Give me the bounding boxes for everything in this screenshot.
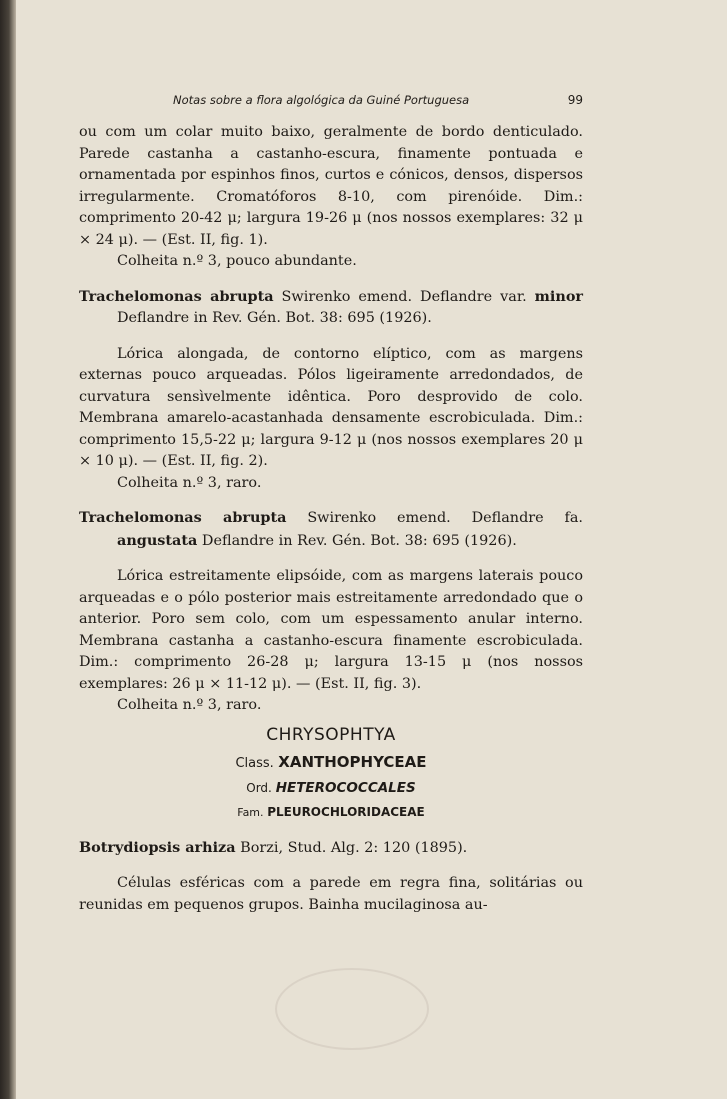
division-heading: CHRYSOPHTYA [266,724,396,745]
colheita-line: Colheita n.º 3, pouco abundante. [117,253,357,269]
class-name: XANTHOPHYCEAE [278,753,427,771]
taxon-description: Células esféricas com a parede em regra fina, solitárias ou reunidas em pequenos grupos. Bainha mucilaginosa au- [79,875,583,913]
class-label: Class. [235,756,274,771]
taxon-name: Trachelomonas abrupta [79,509,287,526]
family-name: PLEUROCHLORIDACEAE [267,805,425,819]
taxon-entry-minor [79,286,583,330]
class-heading [79,752,583,775]
taxon-infra-name: angustata [117,531,198,549]
book-binding-shadow [0,0,16,1099]
taxon-authority: Swirenko emend. Deflandre fa. [286,510,584,526]
taxon-description: Lórica alongada, de contorno elíptico, com as margens externas pouco arqueadas. Pólos ligeiramente arredondados, de curvatura sensìvelmente idêntica. Poro desprovido de colo. Membrana amarelo-acastanhada densamente escrobiculada. Dim.: comprimento 15,5-22 μ; largura 9-12 μ (nos nossos exemplares 20 μ × 10 μ). — (Est. II, fig. 2). [79,345,583,469]
taxon-entry-angustata [79,507,583,552]
taxon-citation: Borzi, Stud. Alg. 2: 120 (1895). [235,839,468,856]
taxon-citation: Deflandre in Rev. Gén. Bot. 38: 695 (1926). [197,532,517,549]
taxon-name: Trachelomonas abrupta [79,287,274,305]
running-title: Notas sobre a flora algológica da Guiné Portuguesa [173,93,470,107]
taxon-name: Botrydiopsis arhiza [79,838,236,856]
taxon-authority: Swirenko emend. Deflandre var. [273,288,535,305]
order-label: Ord. [246,780,272,795]
taxon-infra-name: minor [534,287,583,305]
paragraph-continuation: ou com um colar muito baixo, geralmente de bordo denticulado. Parede castanha a castanho-escura, finamente pontuada e ornamentada por espinhos finos, curtos e cónicos, densos, dispersos irregularmente. Cromatóforos 8-10, com pirenóide. Dim.: comprimento 20-42 μ; largura 19-26 μ (nos nossos exemplares: 32 μ × 24 μ). — (Est. II, fig. 1). [79,124,583,248]
family-label: Fam. [237,806,264,819]
family-heading [79,802,583,824]
colheita-line: Colheita n.º 3, raro. [117,474,262,491]
taxon-entry-botrydiopsis [79,837,583,860]
order-name: HETEROCOCCALES [275,779,416,796]
running-head [79,93,583,113]
taxon-citation: Deflandre in Rev. Gén. Bot. 38: 695 (1926). [117,310,432,326]
order-heading [79,778,583,800]
taxon-description: Lórica estreitamente elipsóide, com as margens laterais pouco arqueadas e o pólo posterior mais estreitamente arredondado que o anterior. Poro sem colo, com um espessamento anular interno. Membrana castanha a castanho-escura finamente escrobiculada. Dim.: comprimento 26-28 μ; largura 13-15 μ (nos nossos exemplares: 26 μ × 11-12 μ). — (Est. II, fig. 3). [79,568,583,692]
colheita-line: Colheita n.º 3, raro. [117,697,262,713]
faded-library-stamp [275,968,429,1050]
body-text [79,122,583,916]
page-number: 99 [567,93,583,107]
